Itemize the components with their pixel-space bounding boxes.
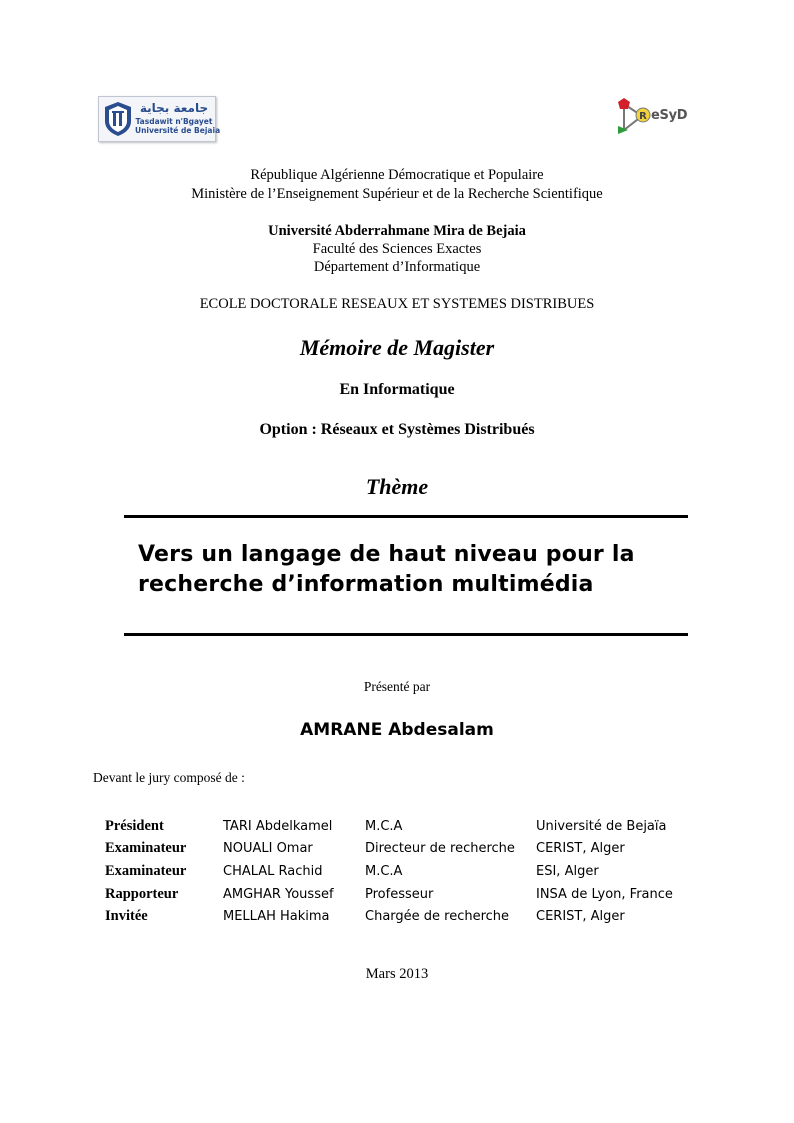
title-top-rule xyxy=(124,515,688,518)
table-row xyxy=(102,883,673,906)
jury-institution: Université de Bejaïa xyxy=(536,818,667,834)
degree-option: Option : Réseaux et Systèmes Distribués xyxy=(259,421,535,438)
jury-role: Invitée xyxy=(105,908,148,925)
jury-intro: Devant le jury composé de : xyxy=(93,770,245,785)
republic-line: République Algérienne Démocratique et Populaire xyxy=(250,167,544,183)
faculty-name: Faculté des Sciences Exactes xyxy=(312,241,482,257)
university-logo xyxy=(98,96,221,142)
lab-logo xyxy=(614,96,694,138)
department-name: Département d’Informatique xyxy=(313,259,481,275)
presented-by-label: Présenté par xyxy=(363,679,431,694)
svg-text:R: R xyxy=(639,111,647,122)
university-logo-kabyle: Tasdawit n'Bgayet xyxy=(135,117,213,126)
jury-role: Président xyxy=(105,817,164,834)
table-row xyxy=(102,815,673,838)
date: Mars 2013 xyxy=(365,966,429,982)
ministry-line: Ministère de l’Enseignement Supérieur et de la Recherche Scientifique xyxy=(191,186,603,202)
jury-grade: M.C.A xyxy=(365,863,403,879)
thesis-title-line1: Vers un langage de haut niveau pour la xyxy=(138,542,635,567)
jury-role: Rapporteur xyxy=(105,885,179,902)
table-row xyxy=(102,905,673,928)
degree-field: En Informatique xyxy=(339,381,455,398)
jury-grade: Directeur de recherche xyxy=(365,841,515,857)
table-row xyxy=(102,860,673,883)
title-bottom-rule xyxy=(124,633,688,636)
jury-name: TARI Abdelkamel xyxy=(223,818,333,834)
author-name: AMRANE Abdesalam xyxy=(300,720,494,740)
thesis-title-line2: recherche d’information multimédia xyxy=(138,572,594,597)
university-logo-arabic: جامعة بجاية xyxy=(139,101,209,115)
jury-name: CHALAL Rachid xyxy=(223,863,323,879)
jury-name: AMGHAR Youssef xyxy=(223,886,334,902)
jury-grade: Professeur xyxy=(365,886,434,902)
jury-institution: INSA de Lyon, France xyxy=(536,886,673,902)
doctoral-school: ECOLE DOCTORALE RESEAUX ET SYSTEMES DISTRIBUES xyxy=(199,296,595,312)
jury-name: MELLAH Hakima xyxy=(223,909,330,925)
university-emblem-icon xyxy=(103,101,133,137)
jury-institution: CERIST, Alger xyxy=(536,909,625,925)
degree-type: Mémoire de Magister xyxy=(299,335,495,360)
jury-institution: CERIST, Alger xyxy=(536,841,625,857)
lab-logo-text: eSyD xyxy=(651,108,688,123)
theme-label: Thème xyxy=(365,474,429,499)
university-name: Université Abderrahmane Mira de Bejaia xyxy=(268,223,526,239)
jury-grade: Chargée de recherche xyxy=(365,909,510,925)
jury-table xyxy=(102,815,673,928)
jury-role: Examinateur xyxy=(105,862,187,879)
university-logo-french: Université de Bejaia xyxy=(135,126,221,135)
jury-institution: ESI, Alger xyxy=(536,863,599,879)
jury-role: Examinateur xyxy=(105,840,187,857)
table-row xyxy=(102,838,673,861)
jury-name: NOUALI Omar xyxy=(223,841,313,857)
jury-grade: M.C.A xyxy=(365,818,403,834)
